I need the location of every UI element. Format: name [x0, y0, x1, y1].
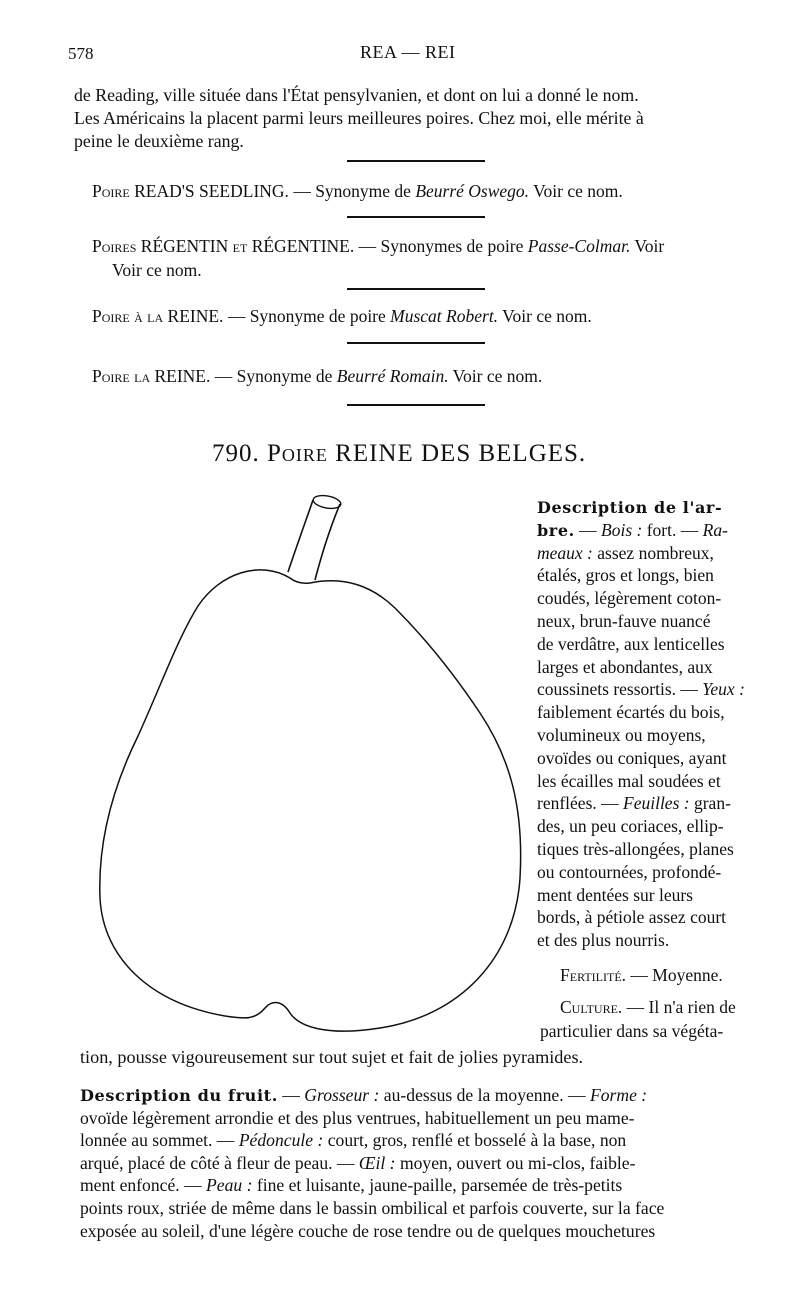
text-line	[80, 1107, 635, 1129]
text-run: —	[574, 519, 602, 540]
text-line	[80, 1129, 626, 1151]
text-line	[537, 542, 714, 565]
text-line	[537, 929, 669, 952]
text-line	[537, 633, 725, 656]
text-run: Bois :	[601, 519, 643, 540]
entry-a-la-reine: Poire à la REINE. — Synonyme de poire Muscat Robert. Voir ce nom.	[92, 306, 592, 326]
text-line	[80, 1152, 635, 1174]
text-run: Forme :	[590, 1085, 648, 1105]
text-run: —	[277, 1085, 305, 1105]
text-line	[537, 587, 721, 610]
text-run: Description de l'ar-	[537, 498, 723, 517]
text-run: coussinets ressortis. —	[537, 679, 703, 700]
text-run: étalés, gros et longs, bien	[537, 565, 714, 586]
text-line	[537, 906, 726, 929]
article-title	[212, 440, 586, 468]
text-run: Description du fruit.	[80, 1086, 278, 1105]
text-line	[80, 1220, 655, 1242]
text-run: moyen, ouvert ou mi-clos, faible-	[395, 1152, 636, 1173]
text-run: neux, brun-fauve nuancé	[537, 611, 711, 631]
text-line	[537, 724, 706, 747]
text-run: tiques très-allongées, planes	[537, 839, 734, 859]
text-run: meaux :	[537, 542, 593, 563]
text-line	[537, 861, 721, 884]
entry-la-reine: Poire la REINE. — Synonyme de Beurré Romain. Voir ce nom.	[92, 366, 543, 386]
text-run: exposée au soleil, d'une légère couche de rose tendre ou de quelques mouchetures	[80, 1220, 656, 1241]
text-run: Peau :	[206, 1175, 253, 1196]
text-run: Grosseur :	[304, 1085, 380, 1105]
article-name: REINE DES BELGES.	[335, 440, 587, 467]
text-line	[537, 610, 710, 633]
intro-line: peine le deuxième rang.	[74, 131, 244, 151]
text-run: et des plus nourris.	[537, 930, 670, 951]
pear-illustration	[60, 488, 530, 1043]
text-run: points roux, striée de même dans le bassin ombilical et parfois couverte, sur la face	[80, 1198, 665, 1218]
text-run: ment enfoncé. —	[80, 1175, 207, 1196]
text-line	[537, 838, 734, 861]
text-line	[537, 747, 727, 770]
text-run: Œil :	[358, 1152, 396, 1173]
intro-line: de Reading, ville située dans l'État pensylvanien, et dont on lui a donné le nom.	[74, 85, 639, 105]
culture-line-2: particulier dans sa végéta-	[540, 1021, 724, 1041]
entry-reads-seedling: Poire READ'S SEEDLING. — Synonyme de Beurré Oswego. Voir ce nom.	[92, 181, 623, 201]
culture-line-3: tion, pousse vigoureusement sur tout sujet et fait de jolies pyramides.	[80, 1047, 584, 1067]
text-run: de verdâtre, aux lenticelles	[537, 633, 725, 654]
text-run: lonnée au sommet. —	[80, 1130, 239, 1151]
text-run: Pédoncule :	[238, 1130, 324, 1151]
entry-regentin: Poires RÉGENTIN et RÉGENTINE. — Synonymes de poire Passe-Colmar. Voir	[92, 236, 665, 256]
text-run: Ra-	[702, 519, 728, 540]
separator-rule	[347, 342, 485, 344]
text-run: bre.	[537, 520, 575, 540]
text-line	[537, 884, 693, 907]
text-run: Feuilles :	[623, 793, 690, 814]
separator-rule	[347, 404, 485, 406]
text-line	[537, 770, 721, 793]
text-run: renflées. —	[537, 793, 624, 814]
article-number: 790.	[212, 440, 260, 467]
text-run: ovoïde légèrement arrondie et des plus ventrues, habituellement un peu mame-	[80, 1107, 635, 1128]
culture-line: Culture. — Il n'a rien de	[560, 997, 736, 1017]
text-run: coudés, légèrement coton-	[537, 588, 722, 609]
text-run: ou contournées, profondé-	[537, 861, 722, 882]
pear-outline	[100, 494, 521, 1031]
text-line	[537, 564, 714, 587]
text-run: assez nombreux,	[592, 542, 714, 563]
separator-rule	[347, 288, 485, 290]
entry-regentin-cont: Voir ce nom.	[112, 260, 202, 280]
text-run: les écailles mal soudées et	[537, 770, 721, 791]
text-run: Yeux :	[702, 679, 745, 700]
text-run: fine et luisante, jaune-paille, parsemée de très-petits	[252, 1175, 623, 1196]
text-run: volumineux ou moyens,	[537, 725, 706, 745]
text-line	[80, 1197, 664, 1219]
text-run: ment dentées sur leurs	[537, 884, 693, 905]
fertility-line: Fertilité. — Moyenne.	[560, 965, 723, 985]
article-prefix: Poire	[267, 440, 328, 467]
text-line	[537, 701, 725, 724]
text-line	[537, 815, 724, 838]
page-number: 578	[68, 44, 94, 63]
text-line	[537, 792, 731, 815]
text-line	[537, 656, 713, 679]
text-run: bords, à pétiole assez court	[537, 907, 727, 928]
separator-rule	[347, 160, 485, 162]
text-run: larges et abondantes, aux	[537, 656, 713, 677]
text-run: arqué, placé de côté à fleur de peau. —	[80, 1152, 359, 1173]
text-line	[537, 496, 722, 520]
text-run: ovoïdes ou coniques, ayant	[537, 747, 727, 768]
text-line	[537, 678, 745, 701]
text-line	[537, 519, 728, 543]
text-line	[80, 1084, 647, 1107]
text-run: des, un peu coriaces, ellip-	[537, 816, 724, 837]
text-line	[80, 1174, 622, 1196]
intro-line: Les Américains la placent parmi leurs meilleures poires. Chez moi, elle mérite à	[74, 108, 644, 128]
separator-rule	[347, 216, 485, 218]
running-head: REA — REI	[360, 42, 456, 62]
text-run: court, gros, renflé et bosselé à la base, non	[323, 1130, 627, 1151]
text-run: faiblement écartés du bois,	[537, 702, 725, 723]
text-run: au-dessus de la moyenne. —	[379, 1085, 590, 1105]
text-run: gran-	[689, 793, 731, 814]
text-run: fort. —	[642, 519, 703, 540]
